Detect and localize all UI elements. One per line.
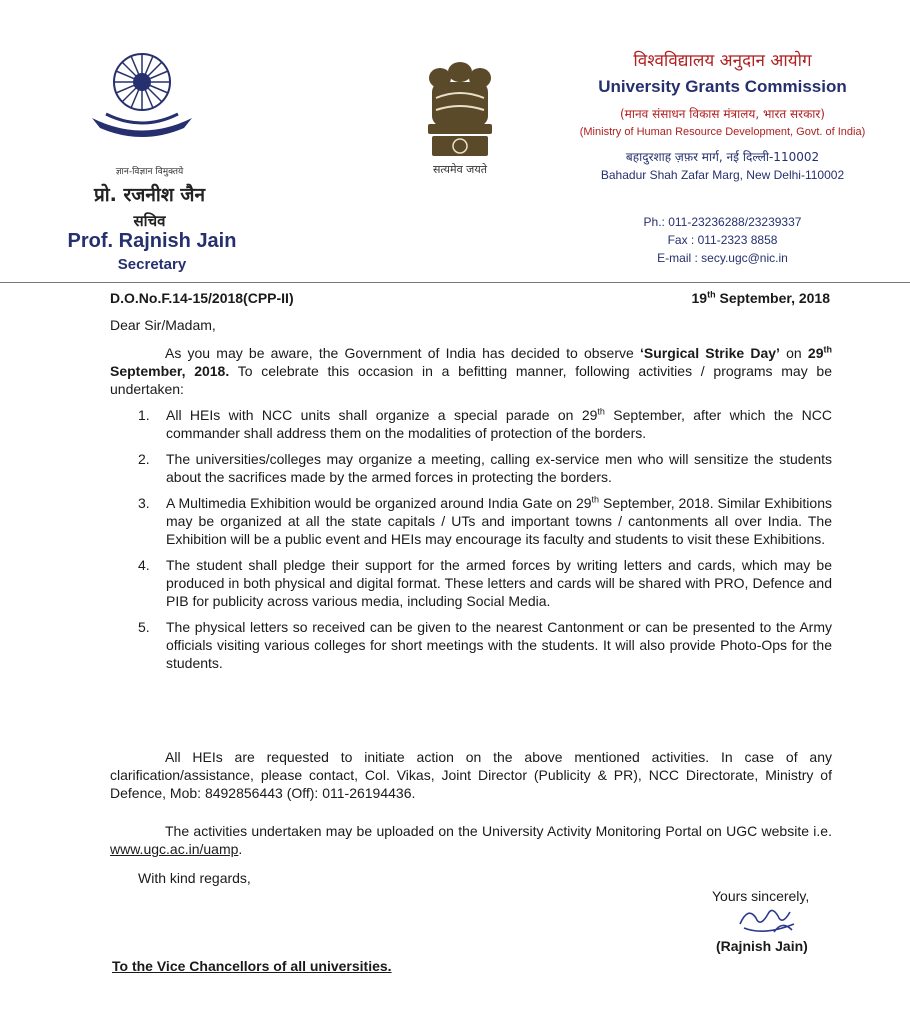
list-item: 2. The universities/colleges may organize a meeting, calling ex-service men who will sensitize the students about the sacrifices made by the armed forces in protecting the borders.	[138, 451, 832, 485]
closing-regards: With kind regards,	[138, 870, 251, 886]
letter-date: 19th September, 2018	[691, 289, 830, 306]
ugc-logo	[88, 48, 196, 146]
org-name: University Grants Commission	[598, 77, 847, 96]
phone: Ph.: 011-23236288/23239337	[643, 215, 802, 229]
list-item: 3. A Multimedia Exhibition would be organized around India Gate on 29th September, 2018. Similar Exhibitions may be organized at all the state capitals / UTs and important towns / cantonments all over India. The Exhibition will be a public event and HEIs may encourage its faculty and students to visit these Exhibitions.	[138, 494, 832, 547]
addressee: To the Vice Chancellors of all universities.	[112, 958, 392, 974]
contact-block	[560, 213, 885, 267]
activities-list	[110, 406, 832, 680]
fax: Fax : 011-2323 8858	[667, 233, 778, 247]
closing: Yours sincerely,	[712, 888, 810, 904]
address-hindi: बहादुरशाह ज़फ़र मार्ग, नई दिल्ली-110002	[625, 150, 820, 164]
salutation: Dear Sir/Madam,	[110, 317, 216, 333]
secretary-name-hindi: प्रो. रजनीश जैन	[93, 184, 206, 206]
secretary-designation-hindi: सचिव	[133, 212, 166, 230]
ministry-hindi: (मानव संसाधन विकास मंत्रालय, भारत सरकार)	[619, 107, 825, 121]
contact-paragraph: All HEIs are requested to initiate action on the above mentioned activities. In case of any clarification/assistance, please contact, Col. Vikas, Joint Director (Publicity & PR), NCC Directorate, Ministry of Defence, Mob: 8492856443 (Off): 011-26194436.	[110, 749, 832, 801]
signatory-name: (Rajnish Jain)	[716, 938, 808, 954]
secretary-name: Prof. Rajnish Jain	[67, 230, 237, 252]
upload-paragraph: The activities undertaken may be uploaded on the University Activity Monitoring Portal on UGC website i.e. www.ugc.ac.in/uamp.	[110, 823, 832, 857]
email: E-mail : secy.ugc@nic.in	[657, 251, 788, 265]
sender-block-hindi	[62, 164, 237, 231]
emblem-motto: सत्यमेव जयते	[432, 163, 487, 176]
header-divider	[0, 282, 910, 283]
address: Bahadur Shah Zafar Marg, New Delhi-110002	[600, 168, 845, 182]
ministry: (Ministry of Human Resource Development, Govt. of India)	[579, 126, 866, 138]
uamp-link[interactable]: www.ugc.ac.in/uamp	[110, 841, 239, 857]
list-item: 4. The student shall pledge their support for the armed forces by writing letters and cards, which may be produced in both physical and digital format. These letters and cards will be shared with PRO, Defence and PIB for publicity across various media, including Social Media.	[138, 557, 832, 609]
intro-paragraph: As you may be aware, the Government of India has decided to observe ‘Surgical Strike Day’ on 29th September, 2018. To celebrate this occasion in a befitting manner, following activities / programs may be undertaken:	[110, 344, 832, 397]
list-item: 5. The physical letters so received can be given to the nearest Cantonment or can be presented to the Army officials visiting various colleges for short meetings with the students. It will also provide Photo-Ops for the students.	[138, 619, 832, 671]
list-item: 1. All HEIs with NCC units shall organize a special parade on 29th September, after which the NCC commander shall address them on the modalities of protection of the borders.	[138, 406, 832, 441]
org-header	[560, 48, 885, 182]
reference-number: D.O.No.F.14-15/2018(CPP-II)	[110, 290, 294, 306]
org-name-hindi: विश्वविद्यालय अनुदान आयोग	[633, 51, 812, 71]
ugc-motto: ज्ञान-विज्ञान विमुक्तये	[115, 167, 184, 177]
secretary-designation: Secretary	[117, 256, 187, 273]
signature	[734, 902, 804, 938]
national-emblem	[418, 58, 502, 162]
